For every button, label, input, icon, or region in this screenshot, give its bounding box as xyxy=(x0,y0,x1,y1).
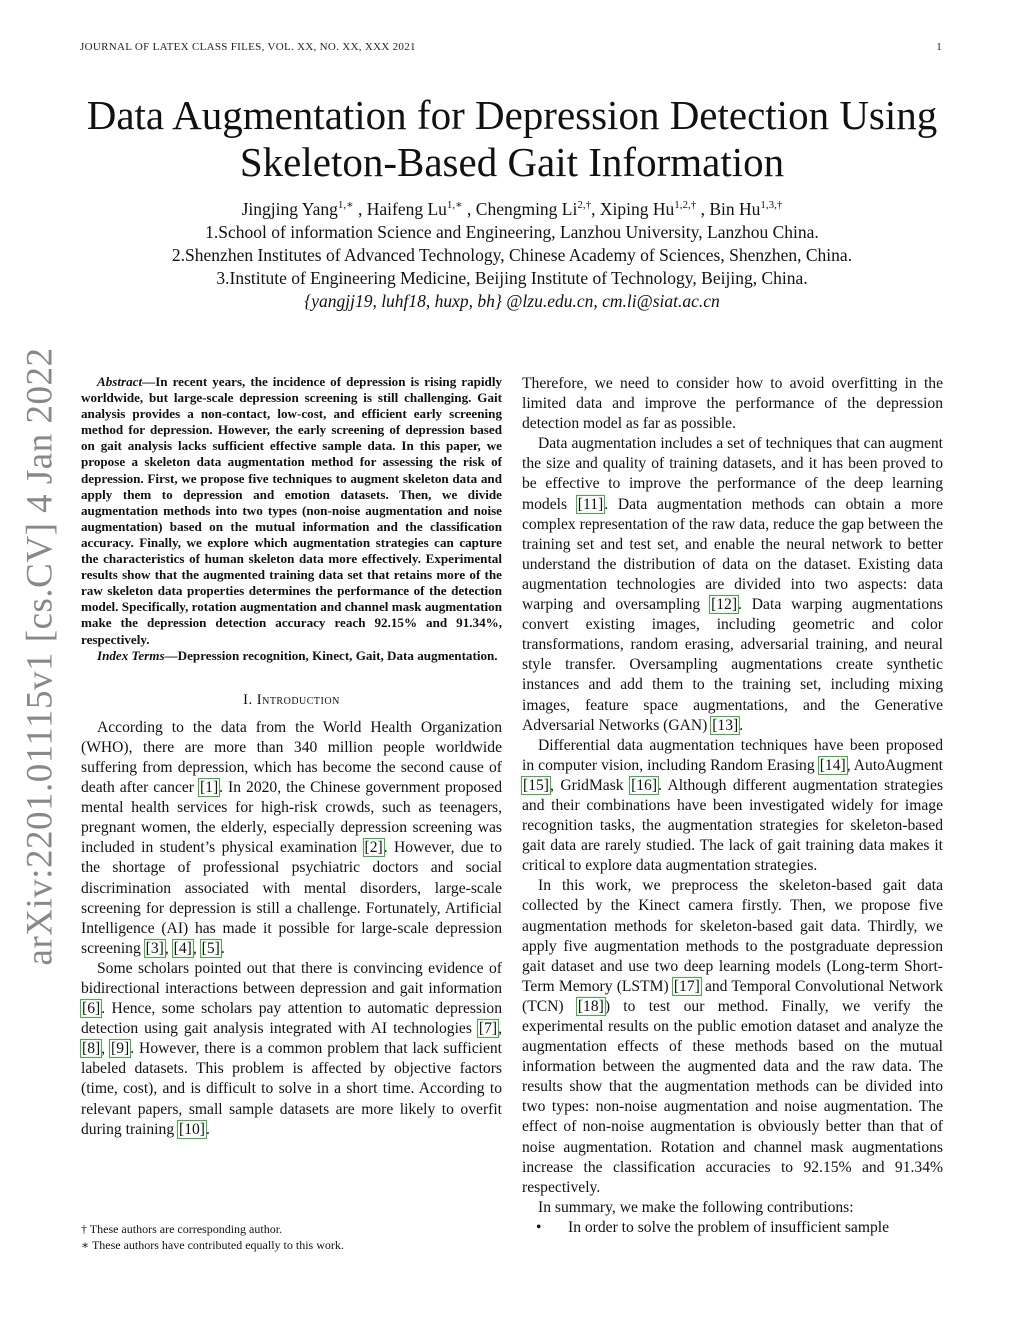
paragraph-text: . However, due to the shortage of professional psychiatric doctors and social discrimination associated with mental disorders, large-scale screening for depression is still a challenge. Fortunately, Artificial Intelligence (AI) has made it possible for large-scale depression screening xyxy=(81,839,502,957)
paragraph-text: . However, there is a common problem that lack sufficient labeled datasets. This problem is affected by objective factors (time, cost), and is difficult to solve in a short time. According to relevant papers, small sample datasets are more likely to overfit during training xyxy=(81,1040,502,1138)
footnotes xyxy=(81,1221,502,1253)
author-name: Chengming Li xyxy=(475,199,578,219)
intro-paragraph-1: According to the data from the World Health Organization (WHO), there are more than 340 million people worldwide suffering from depression, which has become the second cause of death after cancer [1]. In 2020, the Chinese government proposed mental health services for high-risk crowds, such as teenagers, pregnant women, the elderly, especially depression screening was included in student’s physical examination [2]. However, due to the shortage of professional psychiatric doctors and social discrimination associated with mental disorders, large-scale screening for depression is still a challenge. Fortunately, Artificial Intelligence (AI) has made it possible for large-scale depression screening [3], [4], [5]. xyxy=(81,718,502,957)
citation-link[interactable]: [8] xyxy=(82,1040,101,1058)
paragraph-text: . Hence, some scholars pay attention to automatic depression detection using gait analysis integrated with AI technologies xyxy=(81,1000,502,1038)
section-title: Introduction xyxy=(256,691,340,708)
paragraph-text: . Data augmentation methods can obtain a more complex representation of the raw data, reduce the gap between the training set and test set, and enable the neural network to better understand the distribution of data on the dataset. Existing data augmentation technologies are divided into two aspects: data warping and oversampling xyxy=(522,495,944,614)
right-paragraph-1: Data augmentation includes a set of techniques that can augment the size and quality of training datasets, and it has been proved to be effective to improve the performance of the deep learning models [11]. Data augmentation methods can obtain a more complex representation of the raw data, reduce the gap between the training set and test set, and enable the neural network to better understand the distribution of data on the dataset. Existing data augmentation technologies are divided into two aspects: data warping and oversampling [12]. Data warping augmentations convert existing images, including geometric and color transformations, random erasing, adversarial training, and neural style transfer. Oversampling augmentations create synthetic instances and add them to the training set, including mixing images, feature space augmentations, and the Generative Adversarial Networks (GAN) [13]. xyxy=(522,435,944,734)
footnote-corresponding: † These authors are corresponding author. xyxy=(81,1222,283,1236)
citation-link[interactable]: [3] xyxy=(145,939,164,957)
citation-link[interactable]: [15] xyxy=(523,776,549,794)
right-paragraph-3 xyxy=(522,876,943,1198)
affiliation-3: 3.Institute of Engineering Medicine, Beijing Institute of Technology, Beijing, China. xyxy=(216,268,808,288)
citation-link[interactable]: [12] xyxy=(711,596,738,614)
affiliation-2: 2.Shenzhen Institutes of Advanced Technology, Chinese Academy of Sciences, Shenzhen, China. xyxy=(171,245,853,265)
citation-link[interactable]: [17] xyxy=(673,977,700,995)
citation-link[interactable]: [6] xyxy=(82,1000,101,1018)
index-terms xyxy=(81,648,502,664)
author-affiliation-mark: 1,2,† xyxy=(674,199,697,212)
citation-link[interactable]: [13] xyxy=(712,716,739,734)
citation-link[interactable]: [14] xyxy=(819,756,846,774)
author-name: Haifeng Lu xyxy=(366,199,447,219)
citation-link[interactable]: [9] xyxy=(111,1040,130,1058)
citation-link[interactable]: [5] xyxy=(201,939,220,957)
index-terms-text: —Depression recognition, Kinect, Gait, Data augmentation. xyxy=(164,647,498,663)
author-block xyxy=(40,198,984,313)
author-list: Jingjing Yang$^{1,∗}$ , Haifeng $Lu^{1,∗}$ , Chengming $Li^{2,\dagger}$, Xiping $Hu^{1,2,\dagger}$ , Bin $Hu^{1,3,\dagger}$ xyxy=(241,199,783,219)
author-affiliation-mark: 2,† xyxy=(577,199,592,212)
affiliation-1: 1.School of information Science and Engineering, Lanzhou University, Lanzhou China. xyxy=(205,222,819,242)
bullet-icon: • xyxy=(536,1218,542,1236)
paragraph-text: According to the data from the World Health Organization (WHO), there are more than 340 million people worldwide suffering from depression, which has become the second cause of death after cancer xyxy=(81,718,502,797)
bullet-text: In order to solve the problem of insufficient sample xyxy=(568,1218,890,1236)
paragraph-text: AutoAugment xyxy=(853,756,944,774)
intro-paragraph-2: Some scholars pointed out that there is convincing evidence of bidirectional interactions between depression and gait information [6]. Hence, some scholars pay attention to automatic depression detection using gait analysis integrated with AI technologies [7], [8], [9]. However, there is a common problem that lack sufficient labeled datasets. This problem is affected by objective factors (time, cost), and is difficult to solve in a short time. According to relevant papers, small sample datasets are more likely to overfit during training [10]. xyxy=(81,959,502,1138)
abstract-text: —In recent years, the incidence of depression is rising rapidly worldwide, but large-scale depression screening is still challenging. Gait analysis provides a non-contact, low-cost, and efficient early screening method for depression. However, the early screening of depression based on gait analysis lacks sufficient effective sample data. In this paper, we propose a skeleton data augmentation method for assessing the risk of depression. First, we propose five techniques to augment skeleton data and apply them to depression and emotion datasets. Then, we divide augmentation methods into two types (non-noise augmentation and noise augmentation) based on the mutual information and the classification accuracy. Finally, we explore which augmentation strategies can capture the characteristics of human skeleton data more effectively. Experimental results show that the augmented training data set that retains more of the raw skeleton data properties determines the performance of the detection model. Specifically, rotation augmentation and channel mask augmentation make the depression detection accuracy reach 92.15% and 91.34%, respectively. xyxy=(81,374,502,647)
section-heading-introduction xyxy=(81,690,502,710)
running-header: JOURNAL OF LATEX CLASS FILES, VOL. XX, NO. XX, XXX 2021 xyxy=(80,41,416,53)
section-number: I. xyxy=(243,691,253,708)
citation-link[interactable]: [1] xyxy=(199,779,219,797)
paragraph-text: and Temporal Convolutional Network (TCN) xyxy=(522,977,943,1015)
paragraph-text: . Data warping augmentations convert existing images, including geometric and color transformations, random erasing, adversarial training, and neural style transfer. Oversampling augmentations create synthetic instances and add them to the training set, including mixing images, feature space augmentations, and the Generative Adversarial Networks (GAN) xyxy=(522,596,943,734)
author-name: Jingjing Yang xyxy=(241,199,338,219)
citation-link[interactable]: [4] xyxy=(173,939,192,957)
index-terms-label: Index Terms xyxy=(97,647,165,663)
contribution-bullet xyxy=(522,1218,943,1238)
citation-link[interactable]: [18] xyxy=(577,997,604,1015)
author-affiliation-mark: 1,∗ xyxy=(446,199,463,212)
paragraph-text: Differential data augmentation techniques have been proposed in computer vision, including Random Erasing xyxy=(522,736,943,774)
citation-link[interactable]: [2] xyxy=(364,839,383,857)
citation-link[interactable]: [10] xyxy=(179,1120,205,1138)
paragraph-text: . Although different augmentation strategies and their combinations have been investigated widely for image recognition tasks, the augmentation strategies for skeleton-based gait data are rarely studied. The lack of gait training data makes it critical to explore data augmentation strategies. xyxy=(522,776,944,875)
left-column xyxy=(81,374,502,1140)
paragraph-text: GridMask xyxy=(560,776,631,794)
arxiv-identifier: arXiv:2201.01115v1 [cs.CV] 4 Jan 2022 xyxy=(19,347,61,966)
right-column xyxy=(522,374,943,1238)
author-name: Xiping Hu xyxy=(599,199,675,219)
author-affiliation-mark: 1,3,† xyxy=(760,199,783,212)
right-paragraph-0: Therefore, we need to consider how to avoid overfitting in the limited data and improve the performance of the depression detection model as far as possible. xyxy=(522,375,943,433)
abstract xyxy=(81,374,502,648)
paragraph-text: . In 2020, the Chinese government proposed mental health services for high-risk crowds, such as teenagers, pregnant women, the elderly, especially depression screening was included in student’s physical examination xyxy=(81,779,502,857)
footnote-equal-contribution: ∗ These authors have contributed equally to this work. xyxy=(81,1238,344,1252)
citation-link[interactable]: [11] xyxy=(577,495,604,513)
paper-title xyxy=(40,92,984,186)
paragraph-text: ) to test our method. Finally, we verify the experimental results on the public emotion dataset and analyze the augmentation effects of these methods based on the mutual information between the augmented data and the raw data. The results show that the augmentation methods can be divided into two types: non-noise augmentation and noise augmentation. The effect of non-noise augmentation is obviously better than that of noise augmentation. Rotation and channel mask augmentations increase the classification accuracies to 92.15% and 91.34% respectively. xyxy=(522,997,943,1196)
citation-link[interactable]: [16] xyxy=(631,776,658,794)
paragraph-text: Data augmentation includes a set of techniques that can augment the size and quality of training datasets, and it has been proved to be effective to improve the performance of the deep learning models xyxy=(522,435,943,513)
author-name: Bin Hu xyxy=(709,199,761,219)
paragraph-text: In this work, we preprocess the skeleton-based gait data collected by the Kinect camera firstly. Then, we propose five augmentation methods for skeleton-based gait data. Thirdly, we apply five augmentation methods to the postgraduate depression gait dataset and use two deep learning models (Long-term Short-Term Memory (LSTM) xyxy=(522,877,943,995)
page-number: 1 xyxy=(936,41,942,53)
author-emails: {yangjj19, luhf18, huxp, bh} @lzu.edu.cn, cm.li@siat.ac.cn xyxy=(304,291,720,311)
right-paragraph-2: Differential data augmentation techniques have been proposed in computer vision, including Random Erasing [14], AutoAugment [15], GridMask [16]. Although different augmentation strategies and their combinations have been investigated widely for image recognition tasks, the augmentation strategies for skeleton-based gait data are rarely studied. The lack of gait training data makes it critical to explore data augmentation strategies. xyxy=(522,736,944,875)
abstract-label: Abstract xyxy=(97,374,143,389)
title-line-1: Data Augmentation for Depression Detection Using xyxy=(86,92,938,138)
right-paragraph-4: In summary, we make the following contributions: xyxy=(538,1198,854,1216)
paragraph-text: Some scholars pointed out that there is convincing evidence of bidirectional interactions between depression and gait information xyxy=(81,959,502,997)
citation-link[interactable]: [7] xyxy=(478,1020,498,1038)
author-affiliation-mark: 1,∗ xyxy=(337,199,354,212)
title-line-2: Skeleton-Based Gait Information xyxy=(239,139,785,185)
